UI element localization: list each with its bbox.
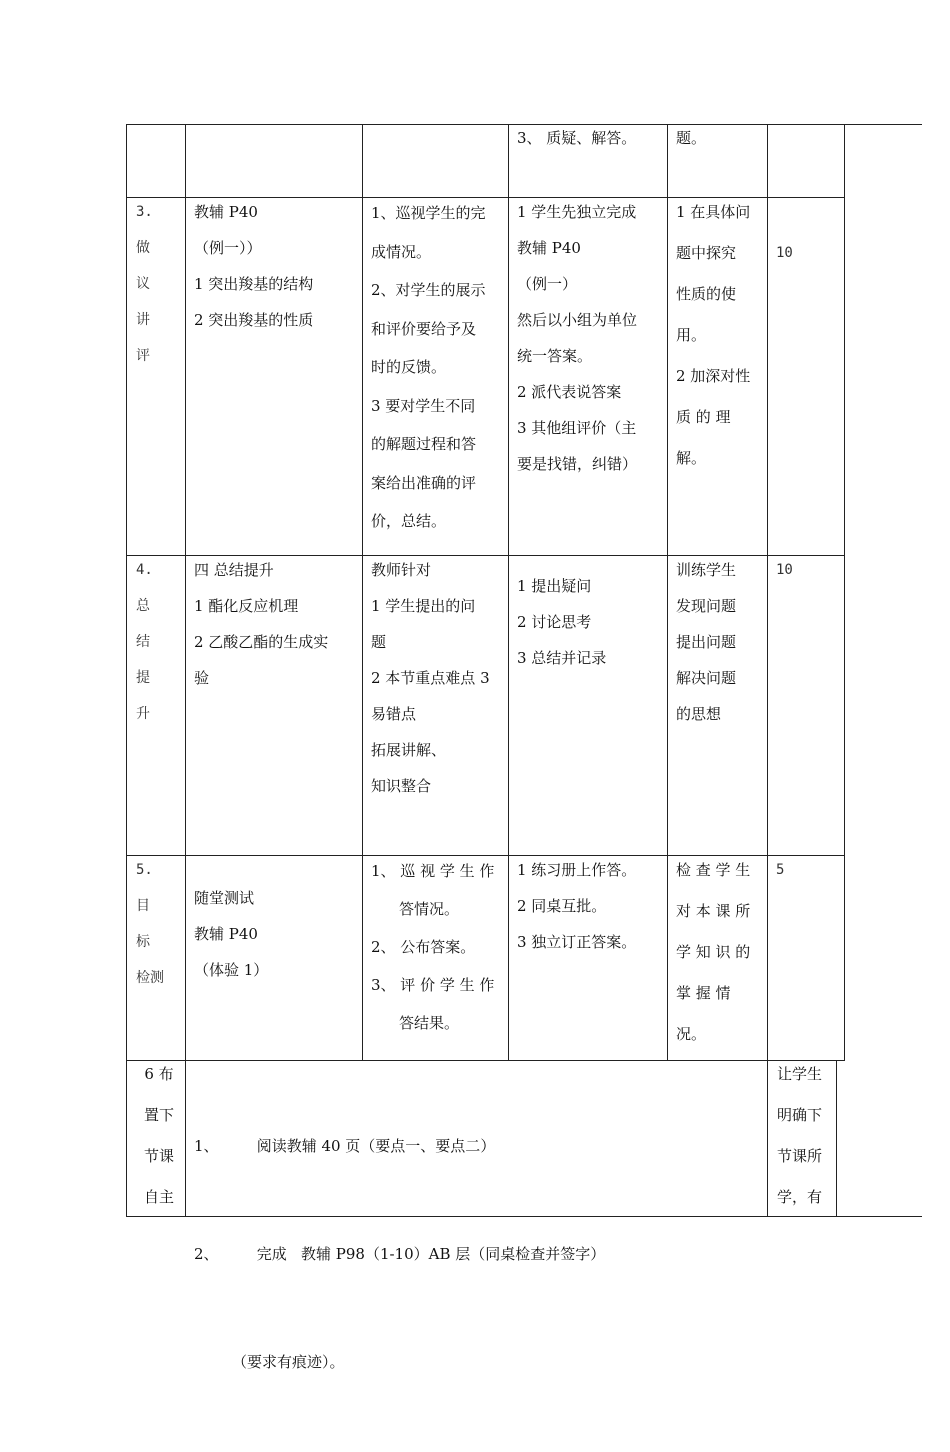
text-line: 解。 bbox=[676, 449, 707, 467]
text-line: 统一答案。 bbox=[517, 347, 593, 365]
text-line: 和评价要给予及 bbox=[371, 319, 477, 338]
stage-number: 4. bbox=[136, 562, 153, 578]
text-line: （体验 1） bbox=[194, 961, 269, 979]
table-rule bbox=[362, 124, 363, 1061]
text-line: 2 突出羧基的性质 bbox=[194, 311, 314, 329]
text-line: 讲 bbox=[136, 312, 150, 328]
stage-cell bbox=[136, 852, 182, 996]
text-line: 评 bbox=[136, 348, 150, 364]
text-line: 然后以小组为单位 bbox=[517, 311, 638, 329]
text-line: 学 知 识 的 bbox=[676, 943, 751, 961]
time-cell bbox=[776, 552, 836, 588]
student-activity-cell bbox=[517, 194, 665, 482]
text-line: 教辅 P40 bbox=[194, 925, 258, 943]
text-line: 用。 bbox=[676, 326, 707, 344]
homework-cell bbox=[194, 1056, 764, 1452]
text-line: 议 bbox=[136, 276, 150, 292]
text-line: 教辅 P40 bbox=[517, 239, 581, 257]
text-line: 3、 评 价 学 生 作 bbox=[371, 976, 495, 994]
text-line: 节课 bbox=[143, 1147, 174, 1165]
text-line: 1 酯化反应机理 bbox=[194, 597, 299, 615]
text-line: 节课所 bbox=[777, 1147, 823, 1165]
student-activity-cell bbox=[517, 568, 665, 676]
text-line: 训练学生 bbox=[676, 561, 737, 579]
text-line: 况。 bbox=[676, 1025, 707, 1043]
text-line: 2、对学生的展示 bbox=[371, 281, 486, 299]
time-value: 10 bbox=[776, 562, 793, 578]
text-line: 升 bbox=[136, 706, 150, 722]
text-line: 总 bbox=[136, 598, 150, 614]
text-line: 随堂测试 bbox=[194, 889, 255, 907]
table-rule bbox=[844, 124, 845, 1061]
text-line: 自主 bbox=[143, 1188, 174, 1206]
text-line: 质 的 理 bbox=[676, 408, 731, 426]
design-intent-cell bbox=[676, 552, 766, 732]
text-line: 2、 公布答案。 bbox=[371, 938, 476, 956]
text-line: 知识整合 bbox=[371, 777, 432, 795]
text-line: 答结果。 bbox=[399, 1014, 460, 1032]
text-line: 6 布 bbox=[144, 1065, 174, 1083]
text-line: 对 本 课 所 bbox=[676, 902, 751, 920]
text-line: 解决问题 bbox=[676, 669, 737, 687]
text-line: 1 练习册上作答。 bbox=[517, 861, 637, 879]
text-line: 1、 阅读教辅 40 页（要点一、要点二） bbox=[194, 1137, 496, 1155]
time-cell bbox=[776, 852, 836, 888]
text-line: 2 讨论思考 bbox=[517, 613, 592, 631]
content-cell bbox=[194, 552, 360, 696]
text-line: 2 加深对性 bbox=[676, 367, 751, 385]
text-line: 1、 巡 视 学 生 作 bbox=[371, 862, 495, 880]
text-line: 检 查 学 生 bbox=[676, 861, 751, 879]
table-rule bbox=[767, 1060, 768, 1217]
text-line: 拓展讲解、 bbox=[371, 741, 447, 759]
text-line: 明确下 bbox=[777, 1106, 823, 1124]
text-line: 3 其他组评价（主 bbox=[517, 419, 637, 437]
text-line: 四 总结提升 bbox=[194, 561, 274, 579]
text-line: 题。 bbox=[676, 129, 707, 147]
text-line: 2 乙酸乙酯的生成实 bbox=[194, 633, 329, 651]
text-line: 成情况。 bbox=[371, 242, 432, 261]
table-rule bbox=[126, 124, 127, 1217]
table-rule bbox=[767, 124, 768, 1061]
text-line: （例一） bbox=[517, 275, 578, 293]
text-line: 置下 bbox=[143, 1106, 174, 1124]
table-rule bbox=[836, 1060, 837, 1217]
text-line: 提 bbox=[136, 670, 150, 686]
text-line: 1 在具体问 bbox=[676, 203, 751, 221]
design-intent-cell bbox=[777, 1054, 835, 1218]
text-line: 1 学生先独立完成 bbox=[517, 203, 637, 221]
stage-cell bbox=[136, 552, 182, 732]
design-intent-cell bbox=[676, 120, 766, 156]
text-line: 让学生 bbox=[777, 1065, 823, 1083]
text-line: 1 学生提出的问 bbox=[371, 597, 476, 615]
stage-number: 3. bbox=[136, 204, 153, 220]
text-line: 1 突出羧基的结构 bbox=[194, 275, 314, 293]
table-rule bbox=[185, 124, 186, 1217]
text-line: 2 同桌互批。 bbox=[517, 897, 607, 915]
design-intent-cell bbox=[676, 192, 766, 479]
text-line: 2 本节重点难点 3 bbox=[371, 669, 490, 687]
text-line: 教师针对 bbox=[371, 561, 432, 579]
text-line: 3、 质疑、解答。 bbox=[517, 129, 637, 147]
text-line: 的思想 bbox=[676, 705, 722, 723]
text-line: 提出问题 bbox=[676, 633, 737, 651]
table-rule bbox=[508, 124, 509, 1061]
text-line: 3 要对学生不同 bbox=[371, 396, 476, 415]
text-line: 学，有 bbox=[777, 1188, 823, 1206]
text-line: 性质的使 bbox=[676, 285, 737, 303]
text-line: 2、 完成 教辅 P98（1-10）AB 层（同桌检查并签字） bbox=[194, 1245, 606, 1263]
text-line: 时的反馈。 bbox=[371, 358, 447, 376]
text-line: 检测 bbox=[136, 970, 164, 986]
text-line: 题中探究 bbox=[676, 244, 737, 262]
text-line: 掌 握 情 bbox=[676, 984, 731, 1002]
teacher-activity-cell bbox=[371, 194, 507, 541]
text-line: 目 bbox=[136, 898, 150, 914]
text-line: 做 bbox=[136, 240, 150, 256]
stage-cell bbox=[136, 1054, 182, 1218]
teacher-activity-cell bbox=[371, 852, 507, 1042]
content-cell bbox=[194, 194, 360, 338]
time-value: 10 bbox=[776, 245, 793, 261]
stage-number: 5. bbox=[136, 862, 153, 878]
text-line: 1 提出疑问 bbox=[517, 577, 592, 595]
text-line: 3 独立订正答案。 bbox=[517, 933, 637, 951]
text-line: 结 bbox=[136, 634, 150, 650]
text-line: 3 总结并记录 bbox=[517, 649, 607, 667]
table-rule bbox=[667, 124, 668, 1061]
text-line: 要是找错，纠错） bbox=[517, 455, 638, 473]
text-line: 发现问题 bbox=[676, 597, 737, 615]
time-cell bbox=[776, 235, 836, 271]
text-line: 价，总结。 bbox=[371, 512, 447, 530]
text-line: 验 bbox=[194, 669, 210, 687]
text-line: 的解题过程和答 bbox=[371, 435, 477, 453]
text-line: 标 bbox=[136, 934, 150, 950]
student-activity-cell bbox=[517, 120, 665, 156]
text-line: 易错点 bbox=[371, 705, 417, 723]
design-intent-cell bbox=[676, 850, 766, 1055]
student-activity-cell bbox=[517, 852, 665, 960]
text-line: 2 派代表说答案 bbox=[517, 383, 622, 401]
stage-cell bbox=[136, 194, 182, 374]
text-line: （要求有痕迹）。 bbox=[232, 1353, 345, 1371]
content-cell bbox=[194, 880, 360, 988]
text-line: 案给出准确的评 bbox=[371, 473, 477, 492]
text-line: 教辅 P40 bbox=[194, 203, 258, 221]
text-line: （例一）） bbox=[194, 239, 262, 257]
text-line: 答情况。 bbox=[399, 900, 460, 918]
text-line: 题 bbox=[371, 633, 387, 651]
teacher-activity-cell bbox=[371, 552, 507, 804]
text-line: 1、巡视学生的完 bbox=[371, 204, 486, 222]
time-value: 5 bbox=[776, 862, 785, 878]
